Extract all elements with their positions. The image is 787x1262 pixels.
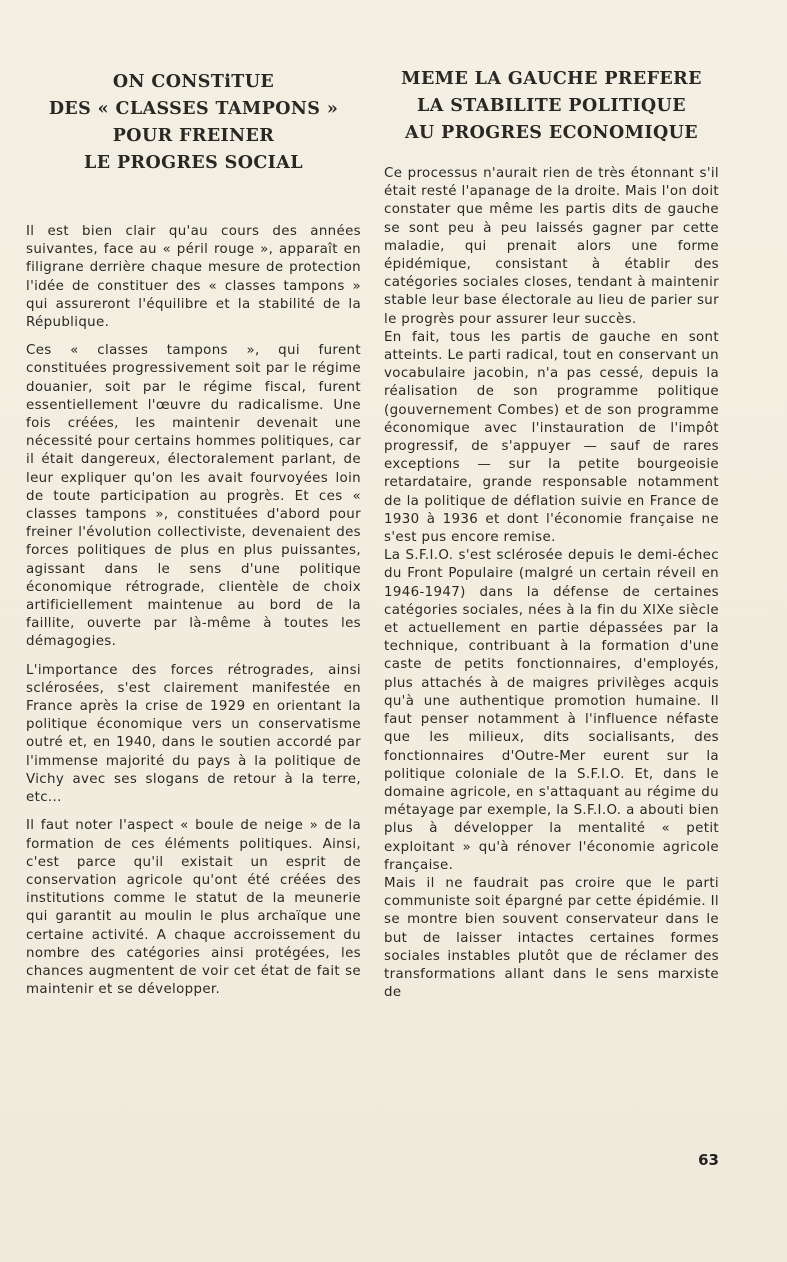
right-heading-line: MEME LA GAUCHE PREFERE (401, 69, 702, 89)
right-paragraph: En fait, tous les partis de gauche en sont atteints. Le parti radical, tout en conservant un vocabulaire jacobin, n'a pas cessé, depuis la réalisation de son programme politique (gouvernement Combes) et de son programme économique avec l'instauration de l'impôt progressif, de s'appuyer — sauf de rares exceptions — sur la petite bourgeoisie retardataire, grande responsable notamment de la politique de déflation suivie en France de 1930 à 1936 et dont l'économie française ne s'est pus encore remise. (384, 329, 719, 546)
left-heading-line: LE PROGRES SOCIAL (84, 153, 303, 173)
left-heading-line: ON CONSTiTUE (112, 72, 275, 92)
left-paragraph: Il faut noter l'aspect « boule de neige » de la formation de ces éléments politiques. Ainsi, c'est parce qu'il existait un esprit de conservation agricole qu'ont été créées des institutions comme le statut de la meunerie qui garantit au moulin le plus archaïque une certaine activité. A chaque accroissement du nombre des catégories ainsi protégées, les chances augmentent de voir cet état de fait se maintenir et se développer. (26, 818, 361, 998)
right-paragraph: La S.F.I.O. s'est sclérosée depuis le demi-échec du Front Populaire (malgré un certain réveil en 1946-1947) dans la défense de certaines catégories sociales, nées à la fin du XIXe siècle et actuellement en partie dépassées par la technique, contribuant à la formation d'une caste de petits fonctionnaires, d'employés, plus attachés à de maigres privilèges acquis qu'à une authentique promotion humaine. Il faut penser notamment à l'influence néfaste que les milieux, dits socialisants, des fonctionnaires d'Outre-Mer eurent sur la politique coloniale de la S.F.I.O. Et, dans le domaine agricole, en s'attaquant au régime du métayage par exemple, la S.F.I.O. a abouti bien plus à développer la mentalité « petit exploitant » qu'à rénover l'économie agricole française. (384, 548, 719, 873)
left-heading (26, 69, 361, 177)
right-heading-line: AU PROGRES ECONOMIQUE (405, 123, 698, 143)
left-paragraph: Il est bien clair qu'au cours des années suivantes, face au « péril rouge », apparaît en filigrane derrière chaque mesure de protection l'idée de constituer des « classes tampons » qui assureront l'équilibre et la stabilité de la République. (26, 224, 361, 331)
left-column (26, 66, 361, 1009)
right-heading-line: LA STABILITE POLITIQUE (417, 96, 686, 116)
left-paragraph: Ces « classes tampons », qui furent constituées progressivement soit par le régime douanier, soit par le régime fiscal, furent essentiellement l'œuvre du radicalisme. Une fois créées, les maintenir devenait une nécessité pour certains hommes politiques, car il était dangereux, électoralement parlant, de leur expliquer qu'on les avait fourvoyées loin de toute participation au progrès. Et ces « classes tampons », constituées d'abord pour freiner l'évolution collectiviste, devenaient des forces politiques de plus en plus puissantes, agissant dans le sens d'une politique économique rétrograde, clientèle de choix artificiellement maintenue au bord de la faillite, ouverte par là-même à toutes les démagogies. (26, 343, 361, 650)
left-heading-line: DES « CLASSES TAMPONS » (48, 99, 339, 119)
left-heading-line: POUR FREINER (112, 126, 275, 146)
right-paragraph: Ce processus n'aurait rien de très étonnant s'il était resté l'apanage de la droite. Mais l'on doit constater que même les partis dits de gauche se sont peu à peu laissés gagner par cette maladie, qui prenait alors une forme épidémique, consistant à établir des catégories sociales closes, tendant à maintenir stable leur base électorale au lieu de parier sur le progrès pour assurer leur succès. (384, 166, 719, 327)
right-column (384, 66, 719, 1002)
left-paragraph: L'importance des forces rétrogrades, ainsi sclérosées, s'est clairement manifestée en France après la crise de 1929 en orientant la politique économique vers un conservatisme outré et, en 1940, dans le soutien accordé par l'immense majorité du pays à la politique de Vichy avec ses slogans de retour à la terre, etc... (26, 662, 361, 806)
right-heading (384, 66, 719, 147)
page-number: 63 (698, 1151, 719, 1169)
right-paragraph: Mais il ne faudrait pas croire que le parti communiste soit épargné par cette épidémie. Il se montre bien souvent conservateur dans le but de laisser intactes certaines formes sociales instables plutôt que de réclamer des transformations allant dans le sens marxiste de (384, 875, 719, 1001)
